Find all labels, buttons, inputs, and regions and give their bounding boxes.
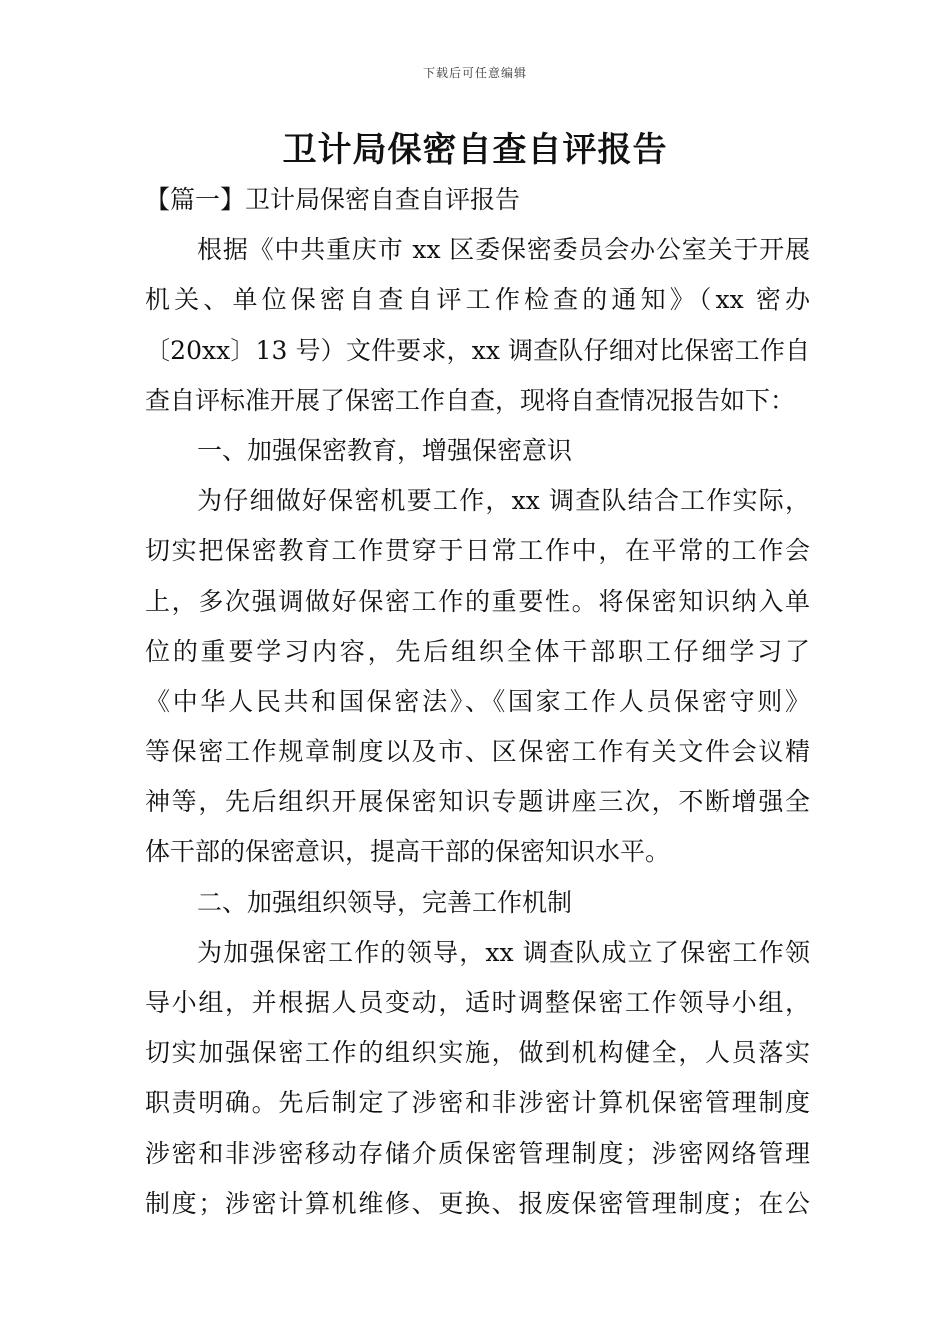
paragraph-line: 为加强保密工作的领导，xx 调查队成立了保密工作领 [197, 937, 810, 967]
paragraph-line: 查自评标准开展了保密工作自查，现将自查情况报告如下： [145, 385, 796, 415]
paragraph-line: 切实加强保密工作的组织实施，做到机构健全，人员落实 [145, 1038, 810, 1068]
paragraph-line: 导小组，并根据人员变动，适时调整保密工作领导小组， [145, 988, 810, 1017]
section-heading-line: 【篇一】卫计局保密自查自评报告 [145, 185, 521, 214]
paragraph-line: 为仔细做好保密机要工作，xx 调查队结合工作实际， [197, 486, 810, 516]
paragraph-line: 上，多次强调做好保密工作的重要性。将保密知识纳入单 [145, 586, 810, 616]
paragraph-line: 根据《中共重庆市 xx 区委保密委员会办公室关于开展 [197, 235, 810, 265]
paragraph-line: 切实把保密教育工作贯穿于日常工作中，在平常的工作会 [145, 536, 810, 566]
section-heading-line: 二、加强组织领导，完善工作机制 [197, 887, 573, 917]
paragraph-line: 机关、单位保密自查自评工作检查的通知》（xx 密办 [145, 285, 810, 315]
paragraph-line: 体干部的保密意识，提高干部的保密知识水平。 [145, 837, 671, 867]
document-title: 卫计局保密自查自评报告 [282, 130, 668, 170]
paragraph-line: 制度；涉密计算机维修、更换、报废保密管理制度；在公 [145, 1188, 810, 1218]
paragraph-line: 位的重要学习内容，先后组织全体干部职工仔细学习了 [145, 636, 810, 666]
paragraph-line: 神等，先后组织开展保密知识专题讲座三次，不断增强全 [145, 787, 810, 817]
paragraph-line: 等保密工作规章制度以及市、区保密工作有关文件会议精 [145, 737, 810, 767]
paragraph-line: 《中华人民共和国保密法》、《国家工作人员保密守则》 [145, 686, 810, 716]
paragraph-line: 涉密和非涉密移动存储介质保密管理制度；涉密网络管理 [145, 1138, 810, 1168]
document-body [145, 175, 810, 1229]
paragraph-line: 〔20xx〕13 号）文件要求，xx 调查队仔细对比保密工作自 [145, 335, 810, 365]
paragraph-line: 职责明确。先后制定了涉密和非涉密计算机保密管理制度 [145, 1088, 810, 1118]
header-note: 下载后可任意编辑 [422, 66, 527, 80]
section-heading-line: 一、加强保密教育，增强保密意识 [197, 435, 573, 465]
